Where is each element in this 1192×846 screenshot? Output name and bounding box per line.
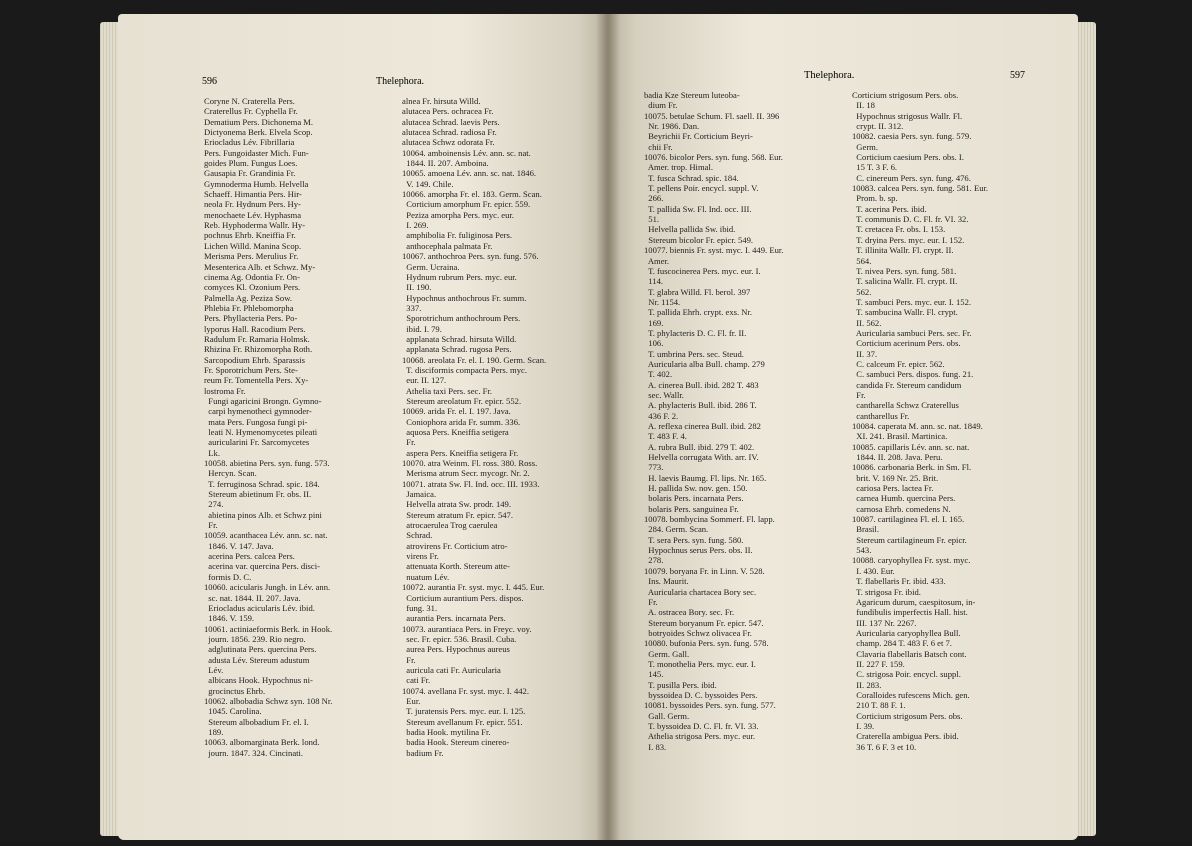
left-page	[118, 14, 608, 840]
right-running-title: Thelephora.	[804, 70, 855, 81]
right-page-number: 597	[1010, 70, 1025, 81]
right-page-edges	[1076, 22, 1096, 836]
book-gutter	[596, 14, 620, 840]
left-column-2: alnea Fr. hirsuta Willd. alutacea Pers. ochracea Fr. alutacea Schrad. laevis Pers. alutacea Schrad. radiosa Fr. alutacea Schwz odorata Fr. 10064. amboinensis Lév. ann. sc. nat. 1844. II. 207. Amboina. 10065. amoena Lév. ann. sc. nat. 1846. V. 149. Chile. 10066. amorpha Fr. el. 183. Germ. Scan. Corticium amorphum Fr. epicr. 559. Peziza amorpha Pers. myc. eur. I. 269. amphibolia Fr. fuliginosa Pers. anthocephala palmata Fr. 10067. anthochroa Pers. syn. fung. 576. Germ. Ucraina. Hydnum rubrum Pers. myc. eur. II. 190. Hypochnus anthochrous Fr. summ. 337. Sporotrichum anthochroum Pers. ibid. I. 79. applanata Schrad. hirsuta Willd. applanata Schrad. rugosa Pers. 10068. areolata Fr. el. I. 190. Germ. Scan. T. disciformis compacta Pers. myc. eur. II. 127. Athelia taxi Pers. sec. Fr. Stereum areolatum Fr. epicr. 552. 10069. arida Fr. el. I. 197. Java. Coniophora arida Fr. summ. 336. aquosa Pers. Kneiffia setigera Fr. aspera Pers. Kneiffia setigera Fr. 10070. atra Weinm. Fl. ross. 380. Ross. Merisma atrum Secr. mycogr. Nr. 2. 10071. atrata Sw. Fl. Ind. occ. III. 1933. Jamaica. Helvella atrata Sw. prodr. 149. Stereum atratum Fr. epicr. 547. atrocaerulea Trog caerulea Schrad. atrovirens Fr. Corticium atro- virens Fr. attenuata Korth. Stereum atte- nuatum Lév. 10072. aurantia Fr. syst. myc. I. 445. Eur. Corticium aurantium Pers. dispos. fung. 31. aurantia Pers. incarnata Pers. 10073. aurantiaca Pers. in Freyc. voy. sec. Fr. epicr. 536. Brasil. Cuba. aurea Pers. Hypochnus aureus Fr. auricula cati Fr. Auricularia cati Fr. 10074. avellana Fr. syst. myc. I. 442. Eur. T. juratensis Pers. myc. eur. I. 125. Stereum avellanum Fr. epicr. 551. badia Hook. mytilina Fr. badia Hook. Stereum cinereo- badium Fr.	[402, 96, 547, 758]
right-page	[608, 14, 1078, 840]
left-running-title: Thelephora.	[376, 76, 425, 87]
left-page-number: 596	[202, 76, 217, 87]
right-column-1: badia Kze Stereum luteoba- dium Fr. 10075. betulae Schum. Fl. saell. II. 396 Nr. 1986. Dan. Beyrichii Fr. Corticium Beyri- chii Fr. 10076. bicolor Pers. syn. fung. 568. Eur. Amer. trop. Himal. T. fusca Schrad. spic. 184. T. pellens Poir. encycl. suppl. V. 266. T. pallida Sw. Fl. Ind. occ. III. 51. Helvella pallida Sw. ibid. Stereum bicolor Fr. epicr. 549. 10077. biennis Fr. syst. myc. I. 449. Eur. Amer. T. fuscocinerea Pers. myc. eur. I. 114. T. glabra Willd. Fl. berol. 397 Nr. 1154. T. pallida Ehrh. crypt. exs. Nr. 169. T. phylacteris D. C. Fl. fr. II. 106. T. umbrina Pers. sec. Steud. Auricularia alba Bull. champ. 279 T. 402. A. cinerea Bull. ibid. 282 T. 483 sec. Wallr. A. phylacteris Bull. ibid. 286 T. 436 F. 2. A. reflexa cinerea Bull. ibid. 282 T. 483 F. 4. A. rubra Bull. ibid. 279 T. 402. Helvella corrugata With. arr. IV. 773. H. laevis Baumg. Fl. lips. Nr. 165. H. pallida Sw. nov. gen. 150. bolaris Pers. incarnata Pers. bolaris Pers. sanguinea Fr. 10078. bombycina Sommerf. Fl. lapp. 284. Germ. Scan. T. sera Pers. syn. fung. 580. Hypochnus serus Pers. obs. II. 278. 10079. boryana Fr. in Linn. V. 528. Ins. Maurit. Auricularia chartacea Bory sec. Fr. A. ostracea Bory. sec. Fr. Stereum boryanum Fr. epicr. 547. botryoides Schwz olivacea Fr. 10080. bufonia Pers. syn. fung. 578. Germ. Gall. T. monothelia Pers. myc. eur. I. 145. T. pusilla Pers. ibid. byssoidea D. C. byssoides Pers. 10081. byssoides Pers. syn. fung. 577. Gall. Germ. T. byssoidea D. C. Fl. fr. VI. 33. Athelia strigosa Pers. myc. eur. I. 83.	[644, 90, 784, 752]
left-page-edges	[100, 22, 120, 836]
right-column-2: Corticium strigosum Pers. obs. II. 18 Hypochnus strigosus Wallr. Fl. crypt. II. 312. 10082. caesia Pers. syn. fung. 579. Germ. Corticium caesium Pers. obs. I. 15 T. 3 F. 6. C. cinereum Pers. syn. fung. 476. 10083. calcea Pers. syn. fung. 581. Eur. Prom. b. sp. T. acerina Pers. ibid. T. communis D. C. Fl. fr. VI. 32. T. cretacea Fr. obs. I. 153. T. dryina Pers. myc. eur. I. 152. T. illinita Wallr. Fl. crypt. II. 564. T. nivea Pers. syn. fung. 581. T. salicina Wallr. Fl. crypt. II. 562. T. sambuci Pers. myc. eur. I. 152. T. sambucina Wallr. Fl. crypt. II. 562. Auricularia sambuci Pers. sec. Fr. Corticium acerinum Pers. obs. II. 37. C. calceum Fr. epicr. 562. C. sambuci Pers. dispos. fung. 21. candida Fr. Stereum candidum Fr. cantharella Schwz Craterellus cantharellus Fr. 10084. caperata M. ann. sc. nat. 1849. XI. 241. Brasil. Martinica. 10085. capillaris Lév. ann. sc. nat. 1844. II. 208. Java. Peru. 10086. carbonaria Berk. in Sm. Fl. brit. V. 169 Nr. 25. Brit. cariosa Pers. lactea Fr. carnea Humb. quercina Pers. carnosa Ehrb. comedens N. 10087. cartilaginea Fl. el. I. 165. Brasil. Stereum cartilagineum Fr. epicr. 543. 10088. caryophyllea Fr. syst. myc. I. 430. Eur. T. flabellaris Fr. ibid. 433. T. strigosa Fr. ibid. Agaricum durum, caespitosum, in- fundibulis imperfectis Hall. hist. III. 137 Nr. 2267. Auricularia caryophyllea Bull. champ. 284 T. 483 F. 6 et 7. Clavaria flabellaris Batsch cont. II. 227 F. 159. C. strigosa Poir. encycl. suppl. II. 283. Coralloides rufescens Mich. gen. 210 T. 88 F. 1. Corticium strigosum Pers. obs. I. 39. Craterella ambigua Pers. ibid. 36 T. 6 F. 3 et 10.	[852, 90, 989, 752]
left-column-1: Coryne N. Craterella Pers. Craterellus Fr. Cyphella Fr. Dematium Pers. Dichonema M. Dictyonema Berk. Elvela Scop. Eriocladus Lév. Fibrillaria Pers. Fungoidaster Mich. Fun- goides Plum. Fungus Loes. Gausapia Fr. Grandinia Fr. Gymnoderma Humb. Helvella Schaeff. Himantia Pers. Hir- neola Fr. Hydnum Pers. Hy- menochaete Lév. Hyphasma Reb. Hyphoderma Wallr. Hy- pochnus Ehrb. Kneiffia Fr. Lichen Willd. Manina Scop. Merisma Pers. Merulius Fr. Mesenterica Alb. et Schwz. My- cinema Ag. Odontia Fr. On- comyces Kl. Ozonium Pers. Palmella Ag. Peziza Sow. Phlebia Fr. Phlebomorpha Pers. Phyllacteria Pers. Po- lyporus Hall. Racodium Pers. Radulum Fr. Ramaria Holmsk. Rhizina Fr. Rhizomorpha Roth. Sarcopodium Ehrb. Sparassis Fr. Sporotrichum Pers. Ste- reum Fr. Tomentella Pers. Xy- lostroma Fr. Fungi agaricini Brongn. Gymno- carpi hymenotheci gymnoder- mata Pers. Fungosa fungi pi- leati N. Hymenomycetes pileati auricularini Fr. Sarcomycetes Lk. 10058. abietina Pers. syn. fung. 573. Hercyn. Scan. T. ferruginosa Schrad. spic. 184. Stereum abietinum Fr. obs. II. 274. abietina pinos Alb. et Schwz pini Fr. 10059. acanthacea Lév. ann. sc. nat. 1846. V. 147. Java. acerina Pers. calcea Pers. acerina var. quercina Pers. disci- formis D. C. 10060. acicularis Jungh. in Lév. ann. sc. nat. 1844. II. 207. Java. Eriocladus acicularis Lév. ibid. 1846. V. 159. 10061. actiniaeformis Berk. in Hook. journ. 1856. 239. Rio negro. adglutinata Pers. quercina Pers. adusta Lév. Stereum adustum Lév. albicans Hook. Hypochnus ni- grocinctus Ehrb. 10062. albobadia Schwz syn. 108 Nr. 1045. Carolina. Stereum albobadium Fr. el. I. 189. 10063. albomarginata Berk. lond. journ. 1847. 324. Cincinati.	[204, 96, 333, 758]
